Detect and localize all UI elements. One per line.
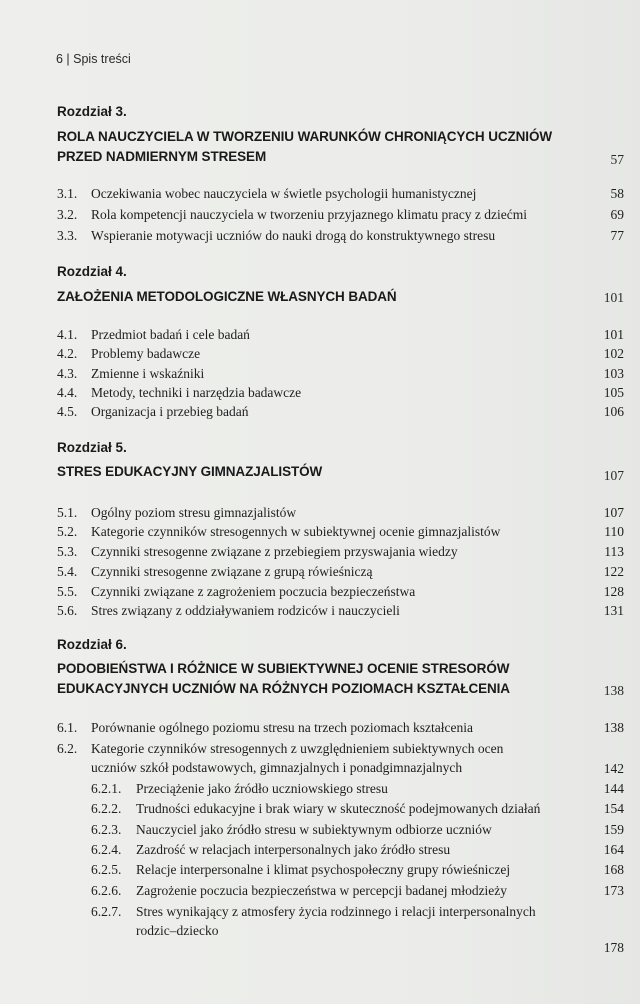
chapter-6-title-line-2: EDUKACYJNYCH UCZNIÓW NA RÓŻNYCH POZIOMACH KSZTAŁCENIA — [57, 681, 510, 696]
entry-page: 173 — [603, 883, 624, 898]
entry-page: 107 — [603, 505, 624, 520]
entry-number: 6.2.2. — [91, 801, 122, 816]
entry-page: 58 — [610, 186, 624, 201]
entry-number: 4.4. — [57, 385, 78, 400]
chapter-5-page: 107 — [603, 468, 624, 483]
entry-title-line-2: uczniów szkół podstawowych, gimnazjalnych i ponadgimnazjalnych — [91, 760, 463, 775]
entry-title: Czynniki stresogenne związane z grupą rówieśniczą — [91, 564, 373, 579]
entry-title-line-2: rodzic–dziecko — [136, 923, 219, 938]
entry-title: Metody, techniki i narzędzia badawcze — [91, 385, 302, 400]
entry-title-line-1: Kategorie czynników stresogennych z uwzględnieniem subiektywnych ocen — [91, 741, 504, 756]
entry-page: 144 — [603, 781, 624, 796]
entry-page: 106 — [603, 404, 624, 419]
entry-title: Zmienne i wskaźniki — [91, 366, 205, 381]
entry-title-line-1: Stres wynikający z atmosfery życia rodzinnego i relacji interpersonalnych — [136, 904, 536, 919]
entry-title: Czynniki stresogenne związane z przebiegiem przyswajania wiedzy — [91, 544, 458, 559]
entry-number: 5.3. — [57, 544, 78, 559]
chapter-4-page: 101 — [603, 290, 624, 305]
entry-page: 69 — [610, 207, 624, 222]
entry-title: Rola kompetencji nauczyciela w tworzeniu przyjaznego klimatu pracy z dziećmi — [91, 207, 527, 222]
chapter-4-title-line-1: ZAŁOŻENIA METODOLOGICZNE WŁASNYCH BADAŃ — [57, 289, 397, 304]
entry-page: 113 — [604, 544, 624, 559]
entry-number: 6.2. — [57, 741, 78, 756]
entry-page: 142 — [603, 761, 624, 776]
entry-page: 154 — [603, 801, 624, 816]
entry-page: 110 — [604, 524, 624, 539]
chapter-3-title — [57, 127, 602, 167]
entry-number: 6.2.3. — [91, 822, 122, 837]
entry-number: 4.2. — [57, 346, 78, 361]
entry-number: 4.5. — [57, 404, 78, 419]
entry-title: Porównanie ogólnego poziomu stresu na trzech poziomach kształcenia — [91, 720, 474, 735]
chapter-5-title — [57, 462, 602, 482]
entry-page: 103 — [603, 366, 624, 381]
entry-number: 6.1. — [57, 720, 78, 735]
entry-title: Wspieranie motywacji uczniów do nauki drogą do konstruktywnego stresu — [91, 228, 496, 243]
entry-number: 4.3. — [57, 366, 78, 381]
chapter-4-label: Rozdział 4. — [57, 264, 127, 279]
chapter-3-title-line-2: PRZED NADMIERNYM STRESEM — [57, 149, 267, 164]
entry-title: Problemy badawcze — [91, 346, 201, 361]
chapter-3-label: Rozdział 3. — [57, 104, 127, 119]
entry-page: 131 — [603, 603, 624, 618]
entry-number: 5.4. — [57, 564, 78, 579]
entry-title: Ogólny poziom stresu gimnazjalistów — [91, 505, 297, 520]
entry-number: 6.2.6. — [91, 883, 122, 898]
entry-number: 3.2. — [57, 207, 78, 222]
entry-number: 3.1. — [57, 186, 78, 201]
entry-page: 102 — [603, 346, 624, 361]
entry-title: Kategorie czynników stresogennych w subiektywnej ocenie gimnazjalistów — [91, 524, 501, 539]
entry-title: Przeciążenie jako źródło uczniowskiego stresu — [136, 781, 388, 796]
chapter-3-page: 57 — [610, 152, 624, 167]
entry-number: 4.1. — [57, 327, 78, 342]
chapter-6-label: Rozdział 6. — [57, 637, 127, 652]
entry-page: 178 — [603, 940, 624, 955]
entry-title: Relacje interpersonalne i klimat psychospołeczny grupy rówieśniczej — [136, 862, 511, 877]
entry-title: Oczekiwania wobec nauczyciela w świetle psychologii humanistycznej — [91, 186, 477, 201]
entry-title: Zagrożenie poczucia bezpieczeństwa w percepcji badanej młodzieży — [136, 883, 508, 898]
entry-number: 6.2.7. — [91, 904, 122, 919]
entry-title: Trudności edukacyjne i brak wiary w skuteczność podejmowanych działań — [136, 801, 541, 816]
chapter-4-title — [57, 287, 602, 307]
entry-title: Organizacja i przebieg badań — [91, 404, 249, 419]
toc-entry — [57, 739, 624, 777]
chapter-6-title — [57, 659, 602, 699]
entry-page: 164 — [603, 842, 624, 857]
chapter-3-title-line-1: ROLA NAUCZYCIELA W TWORZENIU WARUNKÓW CHRONIĄCYCH UCZNIÓW — [57, 129, 553, 144]
chapter-5-label: Rozdział 5. — [57, 440, 127, 455]
entry-page: 122 — [603, 564, 624, 579]
entry-number: 6.2.1. — [91, 781, 122, 796]
entry-page: 159 — [603, 822, 624, 837]
chapter-6-title-line-1: PODOBIEŃSTWA I RÓŻNICE W SUBIEKTYWNEJ OCENIE STRESORÓW — [57, 661, 510, 676]
entry-page: 105 — [603, 385, 624, 400]
entry-number: 3.3. — [57, 228, 78, 243]
entry-number: 5.5. — [57, 584, 78, 599]
entry-title — [136, 902, 606, 940]
entry-number: 5.1. — [57, 505, 78, 520]
entry-page: 101 — [603, 327, 624, 342]
entry-title: Stres związany z oddziaływaniem rodziców i nauczycieli — [91, 603, 400, 618]
entry-number: 6.2.5. — [91, 862, 122, 877]
entry-title: Zazdrość w relacjach interpersonalnych jako źródło stresu — [136, 842, 451, 857]
entry-title: Nauczyciel jako źródło stresu w subiektywnym odbiorze uczniów — [136, 822, 492, 837]
page-header: 6 | Spis treści — [56, 52, 131, 66]
entry-title: Przedmiot badań i cele badań — [91, 327, 250, 342]
entry-title — [91, 739, 591, 777]
chapter-5-title-line-1: STRES EDUKACYJNY GIMNAZJALISTÓW — [57, 464, 323, 479]
chapter-6-page: 138 — [603, 683, 624, 698]
entry-number: 6.2.4. — [91, 842, 122, 857]
entry-page: 128 — [603, 584, 624, 599]
toc-entry — [57, 902, 624, 962]
entry-page: 77 — [610, 228, 624, 243]
entry-number: 5.2. — [57, 524, 78, 539]
entry-number: 5.6. — [57, 603, 78, 618]
entry-page: 138 — [603, 720, 624, 735]
entry-page: 168 — [603, 862, 624, 877]
entry-title: Czynniki związane z zagrożeniem poczucia bezpieczeństwa — [91, 584, 416, 599]
